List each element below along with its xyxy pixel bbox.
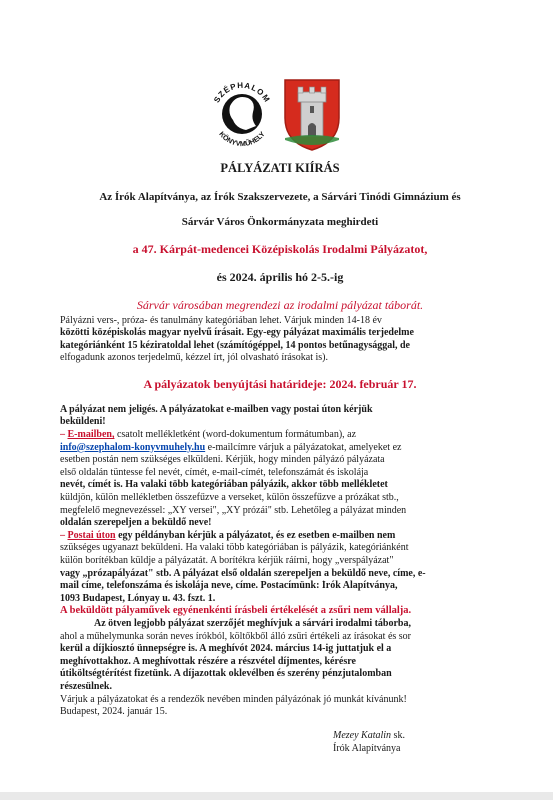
signature-name: Mezey Katalin bbox=[333, 730, 392, 741]
submission-note: A pályázat nem jeligés. A pályázatokat e-mailben vagy postai úton kérjük bbox=[60, 403, 373, 415]
intro-line: közötti középiskolás magyar nyelvű írásait. Egy-egy pályázat maximális terjedelme bbox=[60, 327, 414, 339]
post-first: egy példányban kérjük a pályázatot, és ez esetben e-mailben nem bbox=[118, 529, 396, 541]
closing-line: Várjuk a pályázatokat és a rendezők nevében minden pályázónak jó munkát kívánunk! bbox=[60, 693, 407, 705]
email-rest: csatolt mellékletként (word-dokumentum formátumban), az bbox=[116, 429, 357, 441]
post-line: 1093 Budapest, Lónyay u. 43. fszt. 1. bbox=[60, 592, 216, 604]
intro-line: Pályázni vers-, próza- és tanulmány kategóriában lehet. Várjuk minden 14-18 év bbox=[60, 314, 382, 326]
organizers-line-2: Sárvár Város Önkormányzata meghirdeti bbox=[181, 215, 379, 228]
post-line: vagy „prózapályázat" stb. A pályázat első oldalán szerepeljen a beküldő neve, címe, e- bbox=[60, 567, 426, 579]
post-line: szükséges ugyanazt beküldeni. Ha valaki több kategóriában is pályázik, kategóriánként bbox=[60, 542, 409, 554]
document-body bbox=[60, 160, 500, 719]
submission-note: beküldeni! bbox=[60, 416, 106, 428]
email-label: E-mailben, bbox=[67, 429, 115, 441]
logo-row bbox=[0, 72, 553, 154]
email-line: esetben postán nem szükséges elküldeni. Kérjük, hogy minden pályázó pályázata bbox=[60, 454, 385, 466]
camp-line: kerül a díjkiosztó ünnepségre is. A meghívót 2024. március 14-ig juttatjuk el a bbox=[60, 643, 392, 655]
document-title: PÁLYÁZATI KIÍRÁS bbox=[220, 161, 340, 175]
intro-line: elfogadunk azonos terjedelmű, kézzel írt, jól olvasható írásokat is). bbox=[60, 352, 328, 364]
camp-line: útiköltségtérítést fizetünk. A díjazottak oklevélben és szerény pénzjutalomban bbox=[60, 668, 392, 680]
viewer-bottom-bar bbox=[0, 792, 553, 800]
email-line: küldjön, külön mellékletben összefűzve a verseket, külön összefűzve a prózákat stb., bbox=[60, 492, 399, 504]
place-date: Budapest, 2024. január 15. bbox=[60, 706, 168, 718]
organizers-line-1: Az Írók Alapítványa, az Írók Szakszervezete, a Sárvári Tinódi Gimnázium és bbox=[99, 190, 461, 203]
intro-line: kategóriánként 15 kéziratoldal lehet (számítógéppel, 14 pontos betűnagysággal, de bbox=[60, 339, 410, 351]
camp-line: Az ötven legjobb pályázat szerzőjét meghívjuk a sárvári irodalmi táborba, bbox=[94, 617, 411, 629]
post-line: külön borítékban küldje a pályázatát. A borítékra kérjük ráírni, hogy „verspályázat" bbox=[60, 555, 394, 566]
email-link[interactable]: info@szephalom-konyvmuhely.hu bbox=[60, 441, 206, 453]
contest-title: a 47. Kárpát-medencei Középiskolás Irodalmi Pályázatot, bbox=[132, 241, 428, 256]
svg-text:KÖNYVMŰHELY: KÖNYVMŰHELY bbox=[217, 130, 267, 149]
camp-line: meghívottakhoz. A meghívottak részére a részvétel díjmentes, kérésre bbox=[60, 655, 356, 667]
camp-line: részesülnek. bbox=[60, 680, 112, 692]
deadline-line: A pályázatok benyújtási határideje: 2024. február 17. bbox=[143, 376, 417, 391]
email-line: megfelelő megnevezéssel: „XY versei", „XY prózái" stb. Lehetőleg a pályázat minden bbox=[60, 504, 407, 516]
email-address-line bbox=[60, 442, 500, 455]
email-line: e-mailcímre várjuk a pályázatokat, amelyeket ez bbox=[207, 441, 402, 453]
email-heading-line: – E-mailben, csatolt mellékletként (word-dokumentum formátumban), az bbox=[60, 429, 357, 441]
post-heading-line: – Postai úton egy példányban kérjük a pályázatot, és ez esetben e-mailben nem bbox=[60, 529, 396, 541]
email-line: első oldalán tüntesse fel nevét, címét, e-mail-címét, telefonszámát és iskolája bbox=[60, 466, 369, 478]
svg-text:SZÉPHALOM: SZÉPHALOM bbox=[212, 80, 272, 105]
signature-suffix: sk. bbox=[393, 730, 405, 741]
date-line: és 2024. április hó 2-5.-ig bbox=[216, 269, 344, 284]
no-review-note: A beküldött pályaművek egyénenkénti írásbeli értékelését a zsűri nem vállalja. bbox=[60, 605, 412, 617]
signature-name-line bbox=[333, 730, 405, 742]
post-label: Postai úton bbox=[67, 529, 116, 541]
email-line: nevét, címét is. Ha valaki több kategóriában pályázik, akkor több mellékletet bbox=[60, 479, 388, 491]
szephalom-logo bbox=[206, 72, 278, 154]
camp-line: ahol a műhelymunka során neves írókból, költőkből álló zsűri értékeli az írásokat és sor bbox=[60, 630, 412, 642]
camp-announcement: Sárvár városában megrendezi az irodalmi pályázat táborát. bbox=[136, 297, 424, 312]
sarvar-coat-of-arms-icon bbox=[283, 78, 341, 152]
email-line: oldalán szerepeljen a beküldő neve! bbox=[60, 517, 212, 529]
signature-org: Írók Alapítványa bbox=[333, 743, 401, 754]
post-line: mail címe, telefonszáma és iskolája neve, címe. Postacímünk: Írók Alapítványa, bbox=[60, 580, 398, 592]
